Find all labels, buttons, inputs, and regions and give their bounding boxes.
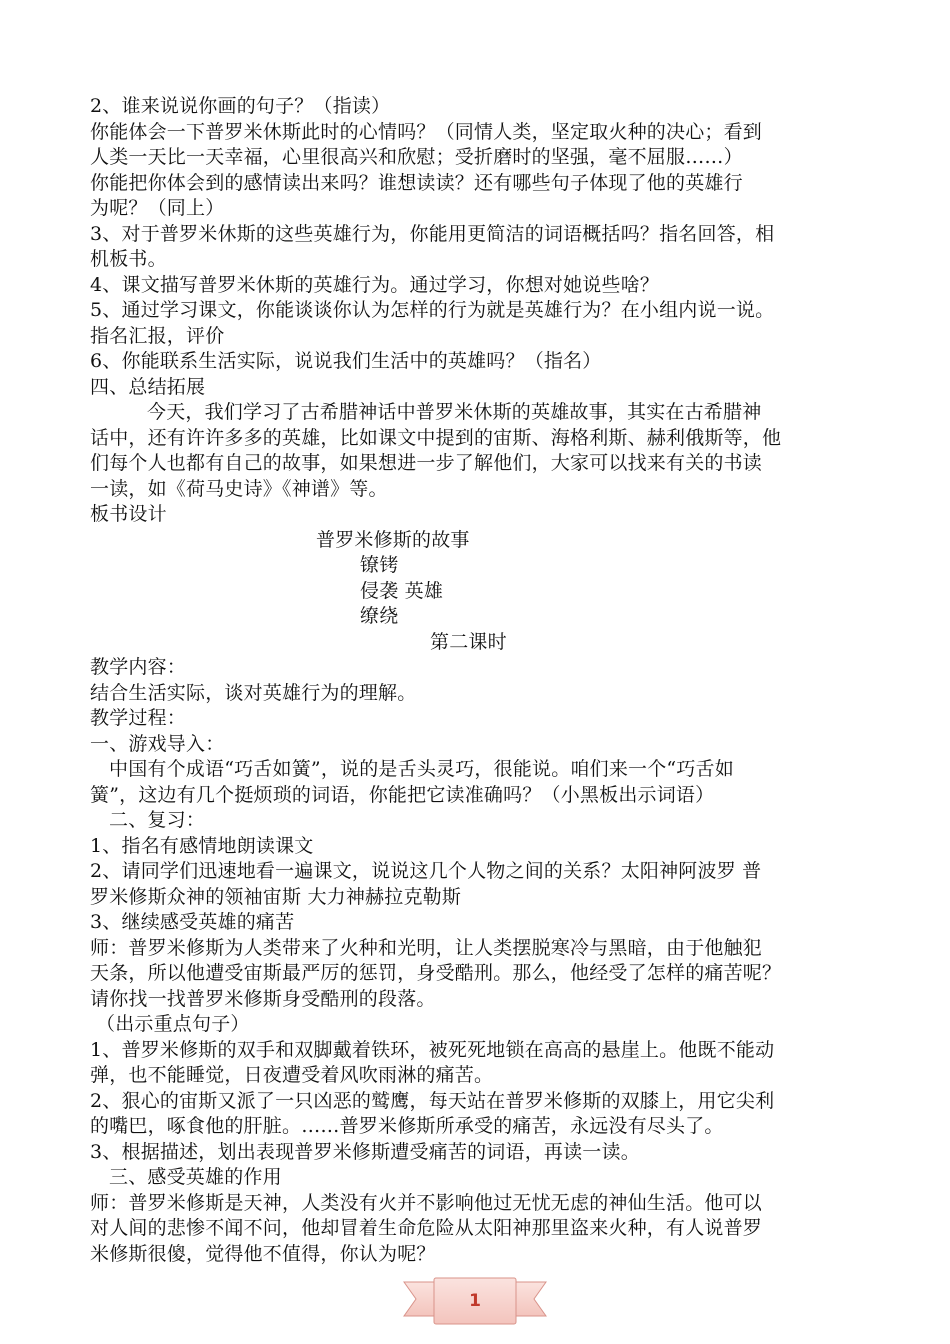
document-body [90, 94, 870, 1267]
section-heading: 三、感受英雄的作用 [109, 1166, 282, 1188]
board-item: 侵袭 英雄 [360, 579, 444, 602]
section-heading: 四、总结拓展 [90, 375, 206, 398]
text-line: 6、你能联系生活实际，说说我们生活中的英雄吗？（指名） [90, 350, 602, 372]
text-line: 师：普罗米修斯为人类带来了火种和光明，让人类摆脱寒冷与黑暗，由于他触犯 [90, 936, 763, 959]
text-line: 指名汇报，评价 [90, 324, 225, 347]
text-line: 5、通过学习课文，你能谈谈你认为怎样的行为就是英雄行为？在小组内说一说。 [90, 299, 775, 321]
text-line: 话中，还有许许多多的英雄，比如课文中提到的宙斯、海格利斯、赫利俄斯等，他 [90, 426, 782, 449]
text-line: 师：普罗米修斯是天神，人类没有火并不影响他过无忧无虑的神仙生活。他可以 [90, 1191, 763, 1214]
text-line: 天条，所以他遭受宙斯最严厉的惩罚，身受酷刑。那么，他经受了怎样的痛苦呢？ [90, 962, 782, 984]
text-line: 的嘴巴，啄食他的肝脏。……普罗米修斯所承受的痛苦，永远没有尽头了。 [90, 1115, 724, 1137]
text-line: 2、谁来说说你画的句子？（指读） [90, 95, 391, 117]
text-line: 2、狠心的宙斯又派了一只凶恶的鹫鹰，每天站在普罗米修斯的双膝上，用它尖利 [90, 1089, 775, 1112]
text-line: （出示重点句子） [96, 1013, 250, 1035]
text-line: 为呢？（同上） [90, 197, 225, 219]
text-line: 2、请同学们迅速地看一遍课文，说说这几个人物之间的关系？太阳神阿波罗 普 [90, 860, 762, 882]
text-line: 弹，也不能睡觉，日夜遭受着风吹雨淋的痛苦。 [90, 1064, 494, 1086]
text-line: 簧”，这边有几个挺烦琐的词语，你能把它读准确吗？（小黑板出示词语） [90, 783, 715, 806]
section-heading: 二、复习： [109, 809, 206, 831]
text-line: 米修斯很傻，觉得他不值得，你认为呢？ [90, 1242, 436, 1265]
text-line: 中国有个成语“巧舌如簧”，说的是舌头灵巧，很能说。咱们来一个“巧舌如 [109, 758, 734, 780]
text-line: 一读，如《荷马史诗》《神谱》等。 [90, 477, 388, 500]
text-line: 你能把你体会到的感情读出来吗？谁想读读？还有哪些句子体现了他的英雄行 [90, 171, 743, 194]
board-item: 镣铐 [360, 554, 399, 576]
text-line: 1、普罗米修斯的双手和双脚戴着铁环，被死死地锁在高高的悬崖上。他既不能动 [90, 1038, 775, 1061]
text-line: 1、指名有感情地朗读课文 [90, 834, 314, 857]
section-heading: 板书设计 [90, 503, 167, 525]
text-line: 对人间的悲惨不闻不问，他却冒着生命危险从太阳神那里盗来火种，有人说普罗 [90, 1217, 763, 1239]
text-line: 你能体会一下普罗米休斯此时的心情吗？（同情人类，坚定取火种的决心；看到 [90, 120, 763, 143]
section-heading: 教学内容： [90, 656, 187, 678]
page-number: 1 [469, 1291, 481, 1311]
board-title: 普罗米修斯的故事 [316, 528, 470, 551]
text-line: 4、课文描写普罗米休斯的英雄行为。通过学习，你想对她说些啥？ [90, 273, 660, 296]
text-line: 人类一天比一天幸福，心里很高兴和欣慰；受折磨时的坚强，毫不屈服……） [90, 146, 743, 168]
lesson-title: 第二课时 [430, 630, 507, 653]
section-heading: 一、游戏导入： [90, 732, 225, 755]
text-line: 机板书。 [90, 248, 167, 270]
text-line: 3、继续感受英雄的痛苦 [90, 911, 295, 933]
text-line: 请你找一找普罗米修斯身受酷刑的段落。 [90, 987, 436, 1010]
text-line: 今天，我们学习了古希腊神话中普罗米休斯的英雄故事，其实在古希腊神 [147, 401, 762, 423]
board-item: 缭绕 [360, 605, 399, 627]
text-line: 3、根据描述，划出表现普罗米修斯遭受痛苦的词语，再读一读。 [90, 1140, 640, 1163]
section-heading: 教学过程： [90, 707, 187, 729]
text-line: 3、对于普罗米休斯的这些英雄行为，你能用更简洁的词语概括吗？指名回答，相 [90, 222, 775, 245]
text-line: 们每个人也都有自己的故事，如果想进一步了解他们，大家可以找来有关的书读 [90, 452, 763, 474]
text-line: 结合生活实际，谈对英雄行为的理解。 [90, 681, 417, 704]
text-line: 罗米修斯众神的领袖宙斯 大力神赫拉克勒斯 [90, 885, 462, 908]
